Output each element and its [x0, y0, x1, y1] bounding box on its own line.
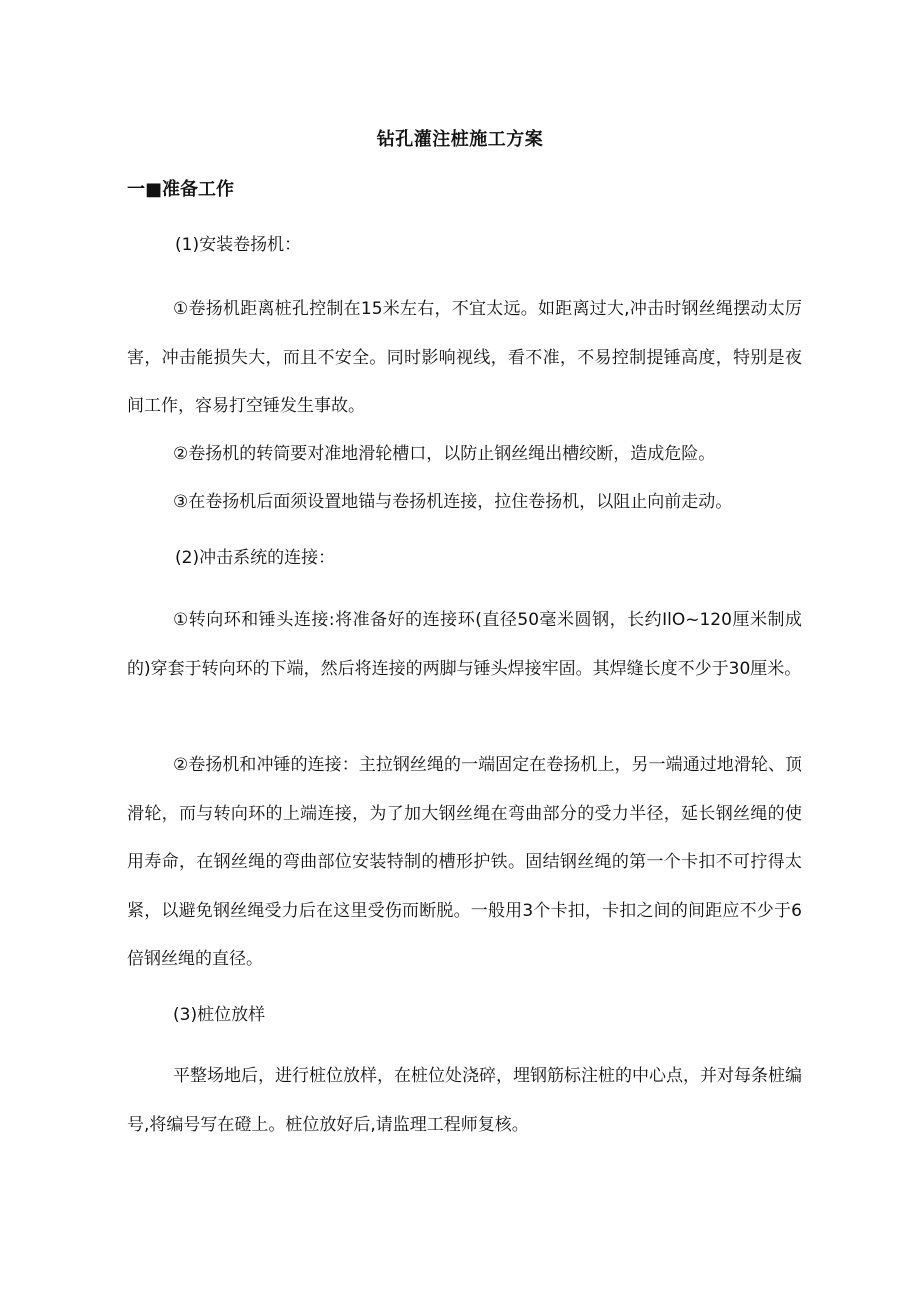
paragraph-swivel-hammer: ①转向环和锤头连接:将准备好的连接环(直径50毫米圆钢，长约IlO~120厘米制成的)穿套于转向环的下端，然后将连接的两脚与锤头焊接牢固。其焊缝长度不少于30厘米。	[127, 610, 802, 679]
paragraph-winch-drum: ②卷扬机的转筒要对准地滑轮槽口，以防止钢丝绳出槽绞断，造成危险。	[173, 444, 716, 464]
paragraph-winch-anchor: ③在卷扬机后面须设置地锚与卷扬机连接，拉住卷扬机，以阻止向前走动。	[173, 492, 733, 512]
subheading-pile-layout: (3)桩位放样	[173, 1005, 266, 1025]
document-title: 钻孔灌注桩施工方案	[376, 129, 544, 150]
paragraph-winch-distance: ①卷扬机距离桩孔控制在15米左右，不宜太远。如距离过大,冲击时钢丝绳摆动太厉害，冲击能损失大，而且不安全。同时影响视线，看不准，不易控制提锤高度，特别是夜间工作，容易打空锤发生事故。	[127, 299, 802, 416]
paragraph-pile-layout: 平整场地后，进行桩位放样，在桩位处浇碎，埋钢筋标注桩的中心点，并对每条桩编号,将编号写在磴上。桩位放好后,请监理工程师复核。	[127, 1066, 802, 1135]
paragraph-winch-hammer: ②卷扬机和冲锤的连接：主拉钢丝绳的一端固定在卷扬机上，另一端通过地滑轮、顶滑轮，而与转向环的上端连接，为了加大钢丝绳在弯曲部分的受力半径，延长钢丝绳的使用寿命，在钢丝绳的弯曲部位安装特制的槽形护铁。固结钢丝绳的第一个卡扣不可拧得太紧，以避免钢丝绳受力后在这里受伤而断脱。一般用3个卡扣，卡扣之间的间距应不少于6倍钢丝绳的直径。	[127, 755, 802, 969]
section-heading-preparation: 一■准备工作	[127, 179, 235, 200]
subheading-install-winch: (1)安装卷扬机：	[175, 235, 302, 255]
subheading-impact-system: (2)冲击系统的连接：	[175, 548, 336, 568]
